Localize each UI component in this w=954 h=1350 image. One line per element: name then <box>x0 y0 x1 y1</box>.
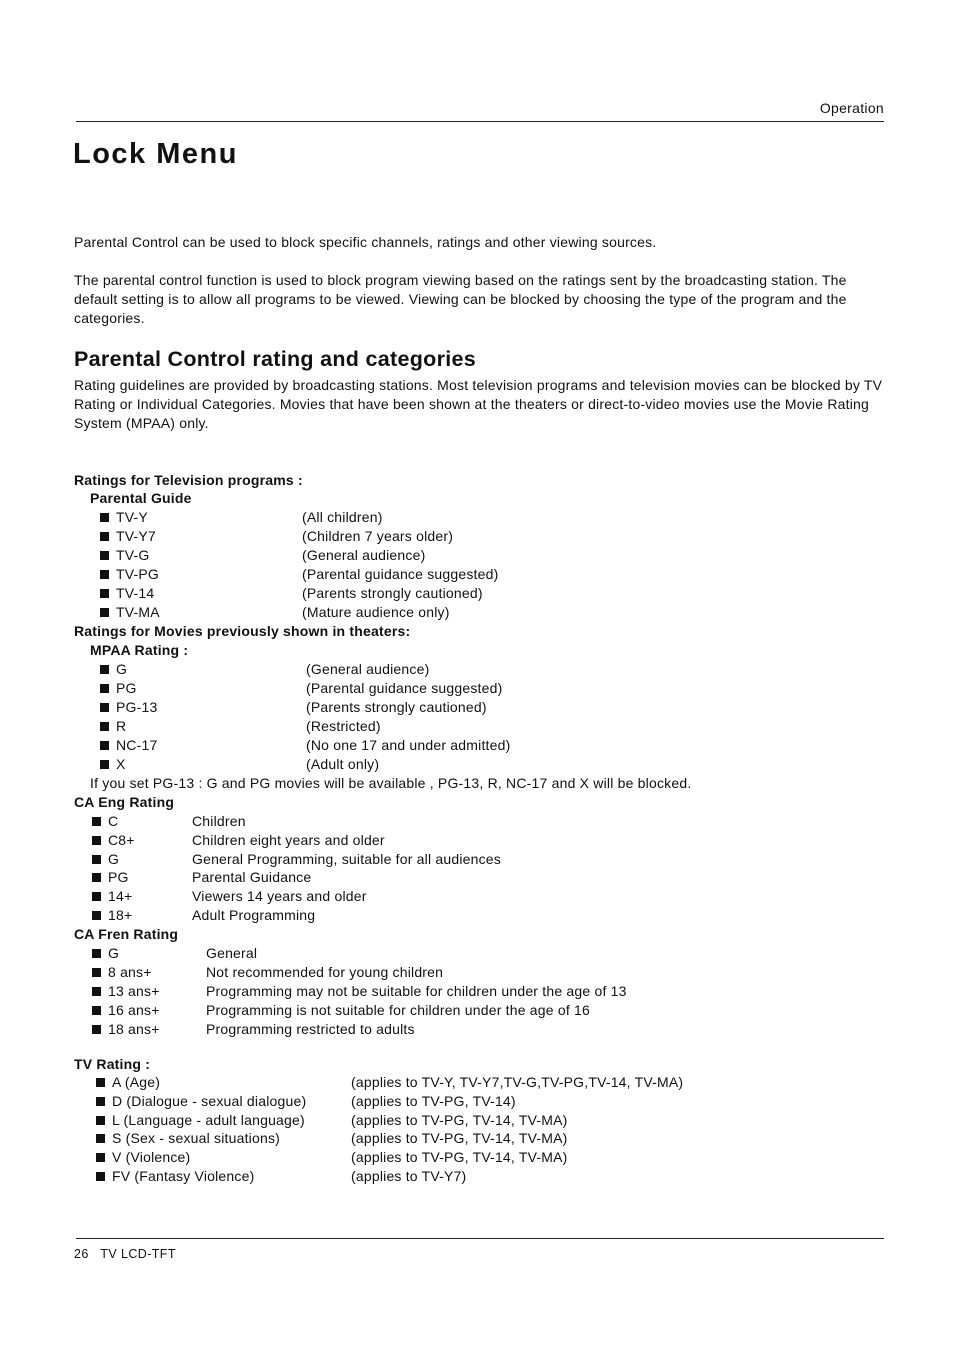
rating-code: TV-14 <box>116 585 155 601</box>
bullet-square-icon <box>92 855 101 864</box>
list-item <box>100 660 900 679</box>
list-item <box>96 1129 896 1148</box>
list-item <box>100 527 900 546</box>
rating-description: (General audience) <box>302 547 426 563</box>
rating-code: PG <box>116 680 137 696</box>
list-item <box>92 831 892 850</box>
list-item <box>92 887 892 906</box>
rating-description: (All children) <box>302 509 383 525</box>
bullet-square-icon <box>92 1006 101 1015</box>
bullet-square-icon <box>92 836 101 845</box>
footer <box>74 1247 176 1261</box>
bullet-square-icon <box>100 684 109 693</box>
bullet-square-icon <box>100 665 109 674</box>
rating-code: G <box>116 661 128 677</box>
rating-code: TV-G <box>116 547 150 563</box>
list-item <box>92 963 892 982</box>
bullet-square-icon <box>100 703 109 712</box>
bullet-square-icon <box>100 589 109 598</box>
header-rule <box>76 121 884 122</box>
bullet-square-icon <box>92 817 101 826</box>
bullet-square-icon <box>100 570 109 579</box>
rating-description: Parental Guidance <box>192 869 312 886</box>
bullet-square-icon <box>100 741 109 750</box>
intro-paragraph-1: Parental Control can be used to block specific channels, ratings and other viewing sources. <box>74 234 657 250</box>
rating-code: 8 ans+ <box>108 964 152 980</box>
section-label: Operation <box>819 100 884 116</box>
rating-code: 13 ans+ <box>108 983 160 999</box>
section-heading: Parental Control rating and categories <box>74 347 477 371</box>
rating-code: R <box>116 718 127 734</box>
rating-code: 14+ <box>108 888 133 905</box>
rating-code: G <box>108 945 120 961</box>
rating-code: V (Violence) <box>112 1149 191 1166</box>
list-item <box>96 1092 896 1111</box>
movies-heading: Ratings for Movies previously shown in theaters: <box>74 623 411 639</box>
rating-code: TV-Y7 <box>116 528 156 544</box>
rating-code: X <box>116 756 126 772</box>
rating-description: (Parents strongly cautioned) <box>302 585 483 601</box>
page-title: Lock Menu <box>73 138 238 170</box>
rating-description: (Parents strongly cautioned) <box>306 699 487 715</box>
rating-description: Adult Programming <box>192 907 316 923</box>
bullet-square-icon <box>92 949 101 958</box>
ca-eng-heading: CA Eng Rating <box>74 794 175 810</box>
list-item <box>100 546 900 565</box>
list-item <box>100 736 900 755</box>
list-item <box>100 584 900 603</box>
rating-code: FV (Fantasy Violence) <box>112 1168 255 1184</box>
rating-code: 18 ans+ <box>108 1021 160 1037</box>
rating-code: S (Sex - sexual situations) <box>112 1130 281 1147</box>
rating-description: Programming may not be suitable for children under the age of 13 <box>206 983 627 999</box>
bullet-square-icon <box>92 1025 101 1034</box>
list-item <box>92 944 892 963</box>
list-item <box>100 698 900 717</box>
tv-programs-heading: Ratings for Television programs : <box>74 472 303 488</box>
list-item <box>92 850 892 869</box>
rating-description: (applies to TV-PG, TV-14, TV-MA) <box>351 1130 568 1147</box>
movies-note: If you set PG-13 : G and PG movies will be available , PG-13, R, NC-17 and X will be blocked. <box>90 775 692 791</box>
tv-rating-heading: TV Rating : <box>74 1056 151 1072</box>
list-item <box>92 982 892 1001</box>
rating-code: 18+ <box>108 907 133 923</box>
rating-description: (Parental guidance suggested) <box>302 566 499 582</box>
rating-description: General <box>206 945 258 961</box>
list-item <box>100 717 900 736</box>
parental-guide-heading: Parental Guide <box>90 490 192 506</box>
rating-code: C <box>108 813 119 829</box>
rating-description: General Programming, suitable for all audiences <box>192 850 501 867</box>
list-item <box>96 1167 896 1186</box>
rating-description: Programming is not suitable for children under the age of 16 <box>206 1002 590 1018</box>
rating-code: TV-Y <box>116 509 148 525</box>
list-item <box>92 1020 892 1039</box>
list-item <box>96 1148 896 1167</box>
rating-code: G <box>108 850 120 867</box>
list-item <box>92 1001 892 1020</box>
rating-code: L (Language - adult language) <box>112 1111 305 1128</box>
rating-description: (applies to TV-PG, TV-14, TV-MA) <box>351 1149 568 1166</box>
bullet-square-icon <box>100 532 109 541</box>
list-item <box>100 603 900 622</box>
bullet-square-icon <box>100 551 109 560</box>
list-item <box>92 868 892 887</box>
rating-description: Children <box>192 813 246 829</box>
rating-description: (Parental guidance suggested) <box>306 680 503 696</box>
bullet-square-icon <box>92 987 101 996</box>
bullet-square-icon <box>96 1078 105 1087</box>
bullet-square-icon <box>100 513 109 522</box>
bullet-square-icon <box>92 968 101 977</box>
rating-code: C8+ <box>108 831 135 848</box>
list-item <box>100 565 900 584</box>
bullet-square-icon <box>92 892 101 901</box>
rating-description: (No one 17 and under admitted) <box>306 737 511 753</box>
bullet-square-icon <box>96 1172 105 1181</box>
list-item <box>100 508 900 527</box>
footer-rule <box>76 1238 884 1239</box>
ca-fren-heading: CA Fren Rating <box>74 926 179 942</box>
rating-description: Programming restricted to adults <box>206 1021 415 1037</box>
rating-code: TV-MA <box>116 604 160 620</box>
rating-description: (applies to TV-PG, TV-14, TV-MA) <box>351 1111 568 1128</box>
rating-code: A (Age) <box>112 1074 161 1090</box>
bullet-square-icon <box>100 722 109 731</box>
rating-description: (General audience) <box>306 661 430 677</box>
bullet-square-icon <box>100 760 109 769</box>
rating-description: (Children 7 years older) <box>302 528 454 544</box>
rating-description: Viewers 14 years and older <box>192 888 367 905</box>
page-number: 26 <box>74 1247 89 1261</box>
rating-description: (applies to TV-Y7) <box>351 1168 467 1184</box>
rating-description: (Adult only) <box>306 756 380 772</box>
rating-code: PG <box>108 869 129 886</box>
mpaa-heading: MPAA Rating : <box>90 642 189 658</box>
rating-code: TV-PG <box>116 566 160 582</box>
bullet-square-icon <box>96 1153 105 1162</box>
list-item <box>100 755 900 774</box>
bullet-square-icon <box>96 1134 105 1143</box>
intro-paragraph-2: The parental control function is used to block program viewing based on the ratings sent by the broadcasting station. The default setting is to allow all programs to be viewed. Viewing can be blocked by choosing the type of the program and the categories. <box>74 272 847 326</box>
product-name: TV LCD-TFT <box>100 1247 176 1261</box>
list-item <box>92 812 892 831</box>
list-item <box>96 1073 896 1092</box>
rating-code: D (Dialogue - sexual dialogue) <box>112 1092 307 1109</box>
bullet-square-icon <box>96 1097 105 1106</box>
rating-description: (applies to TV-Y, TV-Y7,TV-G,TV-PG,TV-14, TV-MA) <box>351 1074 684 1090</box>
list-item <box>96 1111 896 1130</box>
rating-code: NC-17 <box>116 737 158 753</box>
bullet-square-icon <box>92 873 101 882</box>
rating-code: 16 ans+ <box>108 1002 160 1018</box>
rating-description: (Mature audience only) <box>302 604 450 620</box>
rating-code: PG-13 <box>116 699 158 715</box>
rating-description: Not recommended for young children <box>206 964 444 980</box>
list-item <box>100 679 900 698</box>
bullet-square-icon <box>92 911 101 920</box>
bullet-square-icon <box>96 1116 105 1125</box>
rating-description: (Restricted) <box>306 718 381 734</box>
section-description: Rating guidelines are provided by broadcasting stations. Most television programs and television movies can be blocked by TV Rating or Individual Categories. Movies that have been shown at the theaters or direct-to-video movies use the Movie Rating System (MPAA) only. <box>74 377 883 431</box>
rating-description: (applies to TV-PG, TV-14) <box>351 1092 516 1109</box>
bullet-square-icon <box>100 608 109 617</box>
list-item <box>92 906 892 925</box>
rating-description: Children eight years and older <box>192 831 385 848</box>
